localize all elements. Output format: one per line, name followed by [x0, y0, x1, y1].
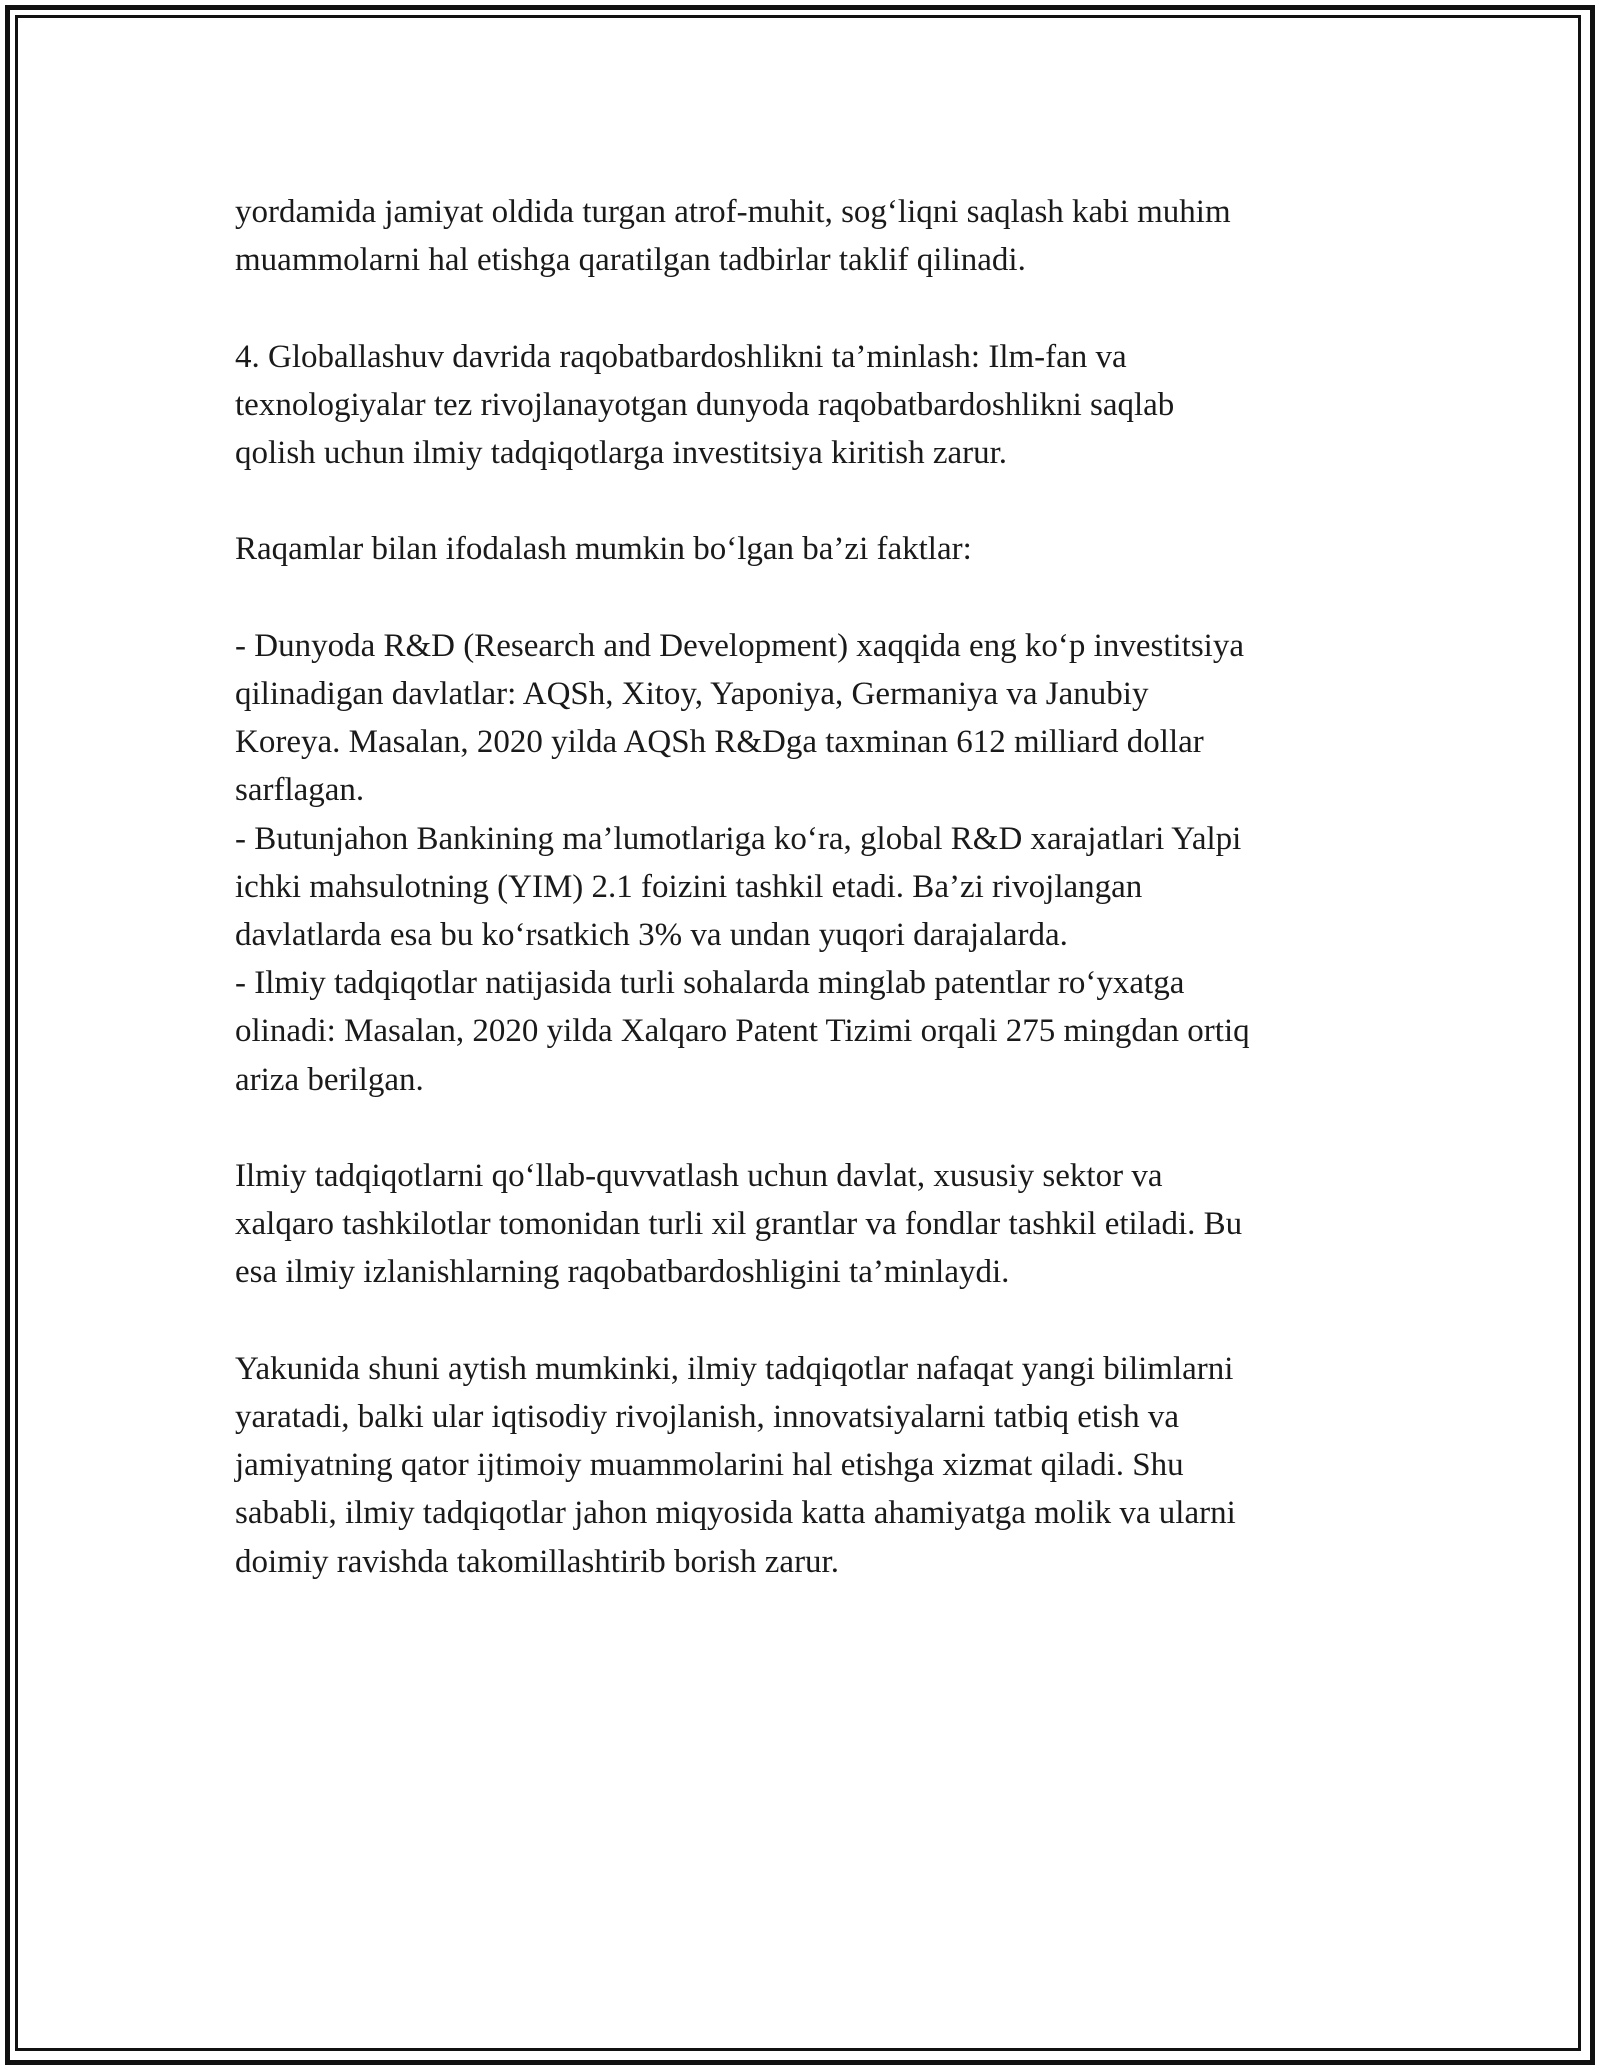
text-line: ichki mahsulotning (YIM) 2.1 foizini tashkil etadi. Ba’zi rivojlangan	[235, 868, 1143, 905]
text-line: xalqaro tashkilotlar tomonidan turli xil grantlar va fondlar tashkil etiladi. Bu	[235, 1206, 1243, 1243]
paragraph-facts-list	[235, 622, 1385, 1104]
text-line: yaratadi, balki ular iqtisodiy rivojlanish, innovatsiyalarni tatbiq etish va	[235, 1399, 1179, 1435]
text-line: esa ilmiy izlanishlarning raqobatbardoshligini ta’minlaydi.	[235, 1254, 1010, 1291]
text-line: qilinadigan davlatlar: AQSh, Xitoy, Yaponiya, Germaniya va Janubiy	[235, 675, 1149, 712]
text-line: - Dunyoda R&D (Research and Development) xaqqida eng ko‘p investitsiya	[235, 627, 1244, 664]
paragraph-continuation	[235, 188, 1385, 284]
text-line: Yakunida shuni aytish mumkinki, ilmiy tadqiqotlar nafaqat yangi bilimlarni	[235, 1350, 1234, 1387]
paragraph-globalization	[235, 333, 1385, 478]
text-line: olinadi: Masalan, 2020 yilda Xalqaro Patent Tizimi orqali 275 mingdan ortiq	[235, 1013, 1250, 1050]
document-body	[235, 188, 1385, 1586]
text-line: yordamida jamiyat oldida turgan atrof-muhit, sog‘liqni saqlash kabi muhim	[235, 194, 1231, 230]
paragraph-conclusion	[235, 1345, 1385, 1586]
text-line: sarflagan.	[235, 772, 365, 809]
paragraph-facts-intro	[235, 525, 1385, 573]
text-line: doimiy ravishda takomillashtirib borish zarur.	[235, 1543, 839, 1580]
text-line: ariza berilgan.	[235, 1061, 424, 1098]
text-line: - Ilmiy tadqiqotlar natijasida turli sohalarda minglab patentlar ro‘yxatga	[235, 965, 1185, 1002]
text-line: qolish uchun ilmiy tadqiqotlarga investitsiya kiritish zarur.	[235, 435, 1008, 471]
text-line: texnologiyalar tez rivojlanayotgan dunyoda raqobatbardoshlikni saqlab	[235, 386, 1175, 423]
text-line: Raqamlar bilan ifodalash mumkin bo‘lgan ba’zi faktlar:	[235, 531, 972, 568]
paragraph-grants	[235, 1152, 1385, 1297]
text-line: - Butunjahon Bankining ma’lumotlariga ko‘ra, global R&D xarajatlari Yalpi	[235, 820, 1242, 857]
text-line: davlatlarda esa bu ko‘rsatkich 3% va undan yuqori darajalarda.	[235, 917, 1068, 953]
text-line: 4. Globallashuv davrida raqobatbardoshlikni ta’minlash: Ilm-fan va	[235, 338, 1127, 375]
text-line: sababli, ilmiy tadqiqotlar jahon miqyosida katta ahamiyatga molik va ularni	[235, 1495, 1236, 1532]
text-line: jamiyatning qator ijtimoiy muammolarini hal etishga xizmat qiladi. Shu	[235, 1447, 1184, 1484]
text-line: muammolarni hal etishga qaratilgan tadbirlar taklif qilinadi.	[235, 242, 1026, 279]
text-line: Koreya. Masalan, 2020 yilda AQSh R&Dga taxminan 612 milliard dollar	[235, 724, 1204, 761]
text-line: Ilmiy tadqiqotlarni qo‘llab-quvvatlash uchun davlat, xususiy sektor va	[235, 1158, 1163, 1194]
